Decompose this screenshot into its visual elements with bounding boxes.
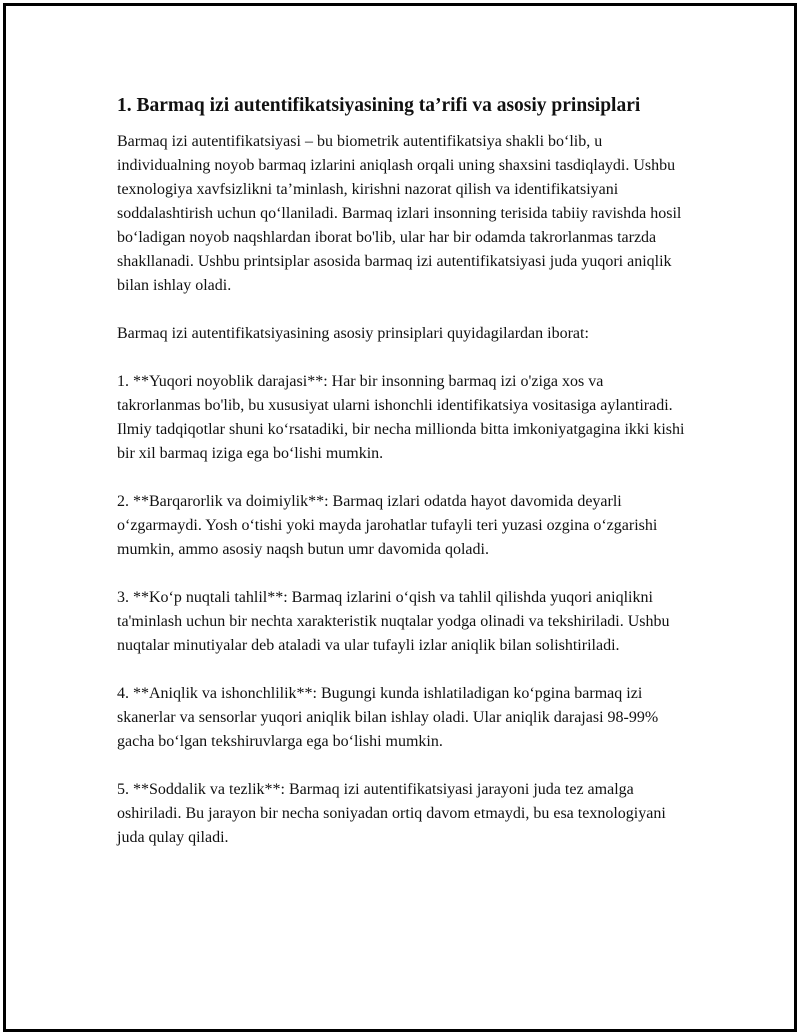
section-title: 1. Barmaq izi autentifikatsiyasining ta’rifi va asosiy prinsiplari bbox=[117, 95, 641, 116]
paragraph-principles-intro: Barmaq izi autentifikatsiyasining asosiy prinsiplari quyidagilardan iborat: bbox=[117, 325, 589, 342]
paragraph-principle-5: 5. **Soddalik va tezlik**: Barmaq izi autentifikatsiyasi jarayoni juda tez amalga oshiriladi. Bu jarayon bir necha soniyadan ortiq davom etmaydi, bu esa texnologiyani juda qulay qiladi. bbox=[117, 781, 666, 846]
paragraph-principle-4: 4. **Aniqlik va ishonchlilik**: Bugungi kunda ishlatiladigan ko‘pgina barmaq izi skanerlar va sensorlar yuqori aniqlik bilan ishlay oladi. Ular aniqlik darajasi 98-99% gacha bo‘lgan tekshiruvlarga ega bo‘lishi mumkin. bbox=[117, 685, 659, 750]
document-body bbox=[117, 92, 687, 874]
paragraph-definition: Barmaq izi autentifikatsiyasi – bu biometrik autentifikatsiya shakli bo‘lib, u individualning noyob barmaq izlarini aniqlash orqali uning shaxsini tasdiqlaydi. Ushbu texnologiya xavfsizlikni ta’minlash, kirishni nazorat qilish va identifikatsiyani soddalashtirish uchun qo‘llaniladi. Barmaq izlari insonning terisida tabiiy ravishda hosil bo‘ladigan noyob naqshlardan iborat bo'lib, ular har bir odamda takrorlanmas tarzda shakllanadi. Ushbu printsiplar asosida barmaq izi autentifikatsiyasi juda yuqori aniqlik bilan ishlay oladi. bbox=[117, 133, 682, 294]
paragraph-principle-1: 1. **Yuqori noyoblik darajasi**: Har bir insonning barmaq izi o'ziga xos va takrorlanmas bo'lib, bu xususiyat ularni ishonchli identifikatsiya vositasiga aylantiradi. Ilmiy tadqiqotlar shuni ko‘rsatadiki, bir necha millionda bitta imkoniyatgagina ikki kishi bir xil barmaq iziga ega bo‘lishi mumkin. bbox=[117, 373, 685, 462]
paragraph-principle-3: 3. **Ko‘p nuqtali tahlil**: Barmaq izlarini o‘qish va tahlil qilishda yuqori aniqlikni ta'minlash uchun bir nechta xarakteristik nuqtalar yodga olinadi va tekshiriladi. Ushbu nuqtalar minutiyalar deb ataladi va ular tufayli izlar aniqlik bilan solishtiriladi. bbox=[117, 589, 670, 654]
paragraph-principle-2: 2. **Barqarorlik va doimiylik**: Barmaq izlari odatda hayot davomida deyarli o‘zgarmaydi. Yosh o‘tishi yoki mayda jarohatlar tufayli teri yuzasi ozgina o‘zgarishi mumkin, ammo asosiy naqsh butun umr davomida qoladi. bbox=[117, 493, 658, 558]
